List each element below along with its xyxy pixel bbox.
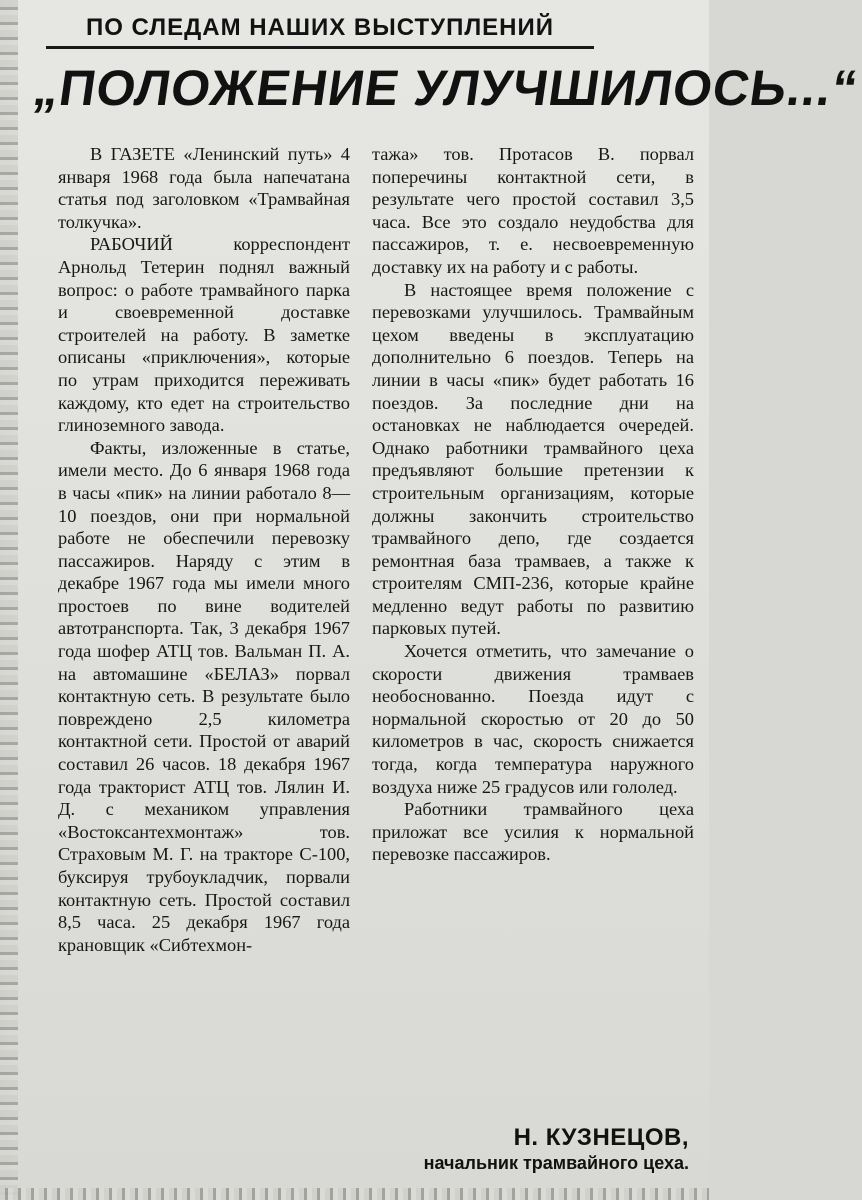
right-paragraph-4: Работники трамвайного цеха приложат все усилия к нормальной перевозке пассажиров.	[372, 799, 694, 865]
left-paragraph-1: В ГАЗЕТЕ «Ленинский путь» 4 января 1968 года была напечатана статья под заголовком «Трамвайная толкучка».	[58, 144, 350, 232]
author-signature	[369, 1124, 689, 1174]
author-role: начальник трамвайного цеха.	[423, 1153, 689, 1173]
right-paragraph-3: Хочется отметить, что замечание о скорости движения трамваев необоснованно. Поезда идут с нормальной скоростью от 20 до 50 километров в час, скорость снижается тогда, когда температура наружного воздуха ниже 25 градусов или гололед.	[372, 641, 694, 797]
article-headline: „ПОЛОЖЕНИЕ УЛУЧШИЛОСЬ...“	[29, 60, 862, 116]
left-paragraph-3: Факты, изложенные в статье, имели место. До 6 января 1968 года в часы «пик» на линии работало 8—10 поездов, они при нормальной работе не обеспечили перевозку пассажиров. Наряду с этим в декабре 1967 года мы имели много простоев по вине водителей автотранспорта. Так, 3 декабря 1967 года шофер АТЦ тов. Вальман П. А. на автомашине «БЕЛАЗ» порвал контактную сеть. В результате было повреждено 2,5 километра контактной сети. Простой от аварий составил 26 часов. 18 декабря 1967 года тракторист АТЦ тов. Лялин И. Д. с механиком управления «Востоксантехмонтаж» тов. Страховым М. Г. на тракторе С-100, буксируя трубоукладчик, порвали контактную сеть. Простой составил 8,5 часа. 25 декабря 1967 года крановщик «Сибтехмон-	[58, 437, 350, 955]
left-paragraph-2: РАБОЧИЙ корреспондент Арнольд Тетерин поднял важный вопрос: о работе трамвайного парка и своевременной доставке строителей на работу. В заметке описаны «приключения», которые по утрам приходится переживать каждому, кто едет на строительство глиноземного завода.	[58, 234, 350, 436]
author-name: Н. КУЗНЕЦОВ,	[513, 1124, 689, 1151]
torn-bottom-edge	[0, 1188, 709, 1200]
article-left-column	[58, 143, 350, 956]
right-paragraph-1: тажа» тов. Протасов В. порвал поперечины контактной сети, в результате чего простой составил 3,5 часа. Все это создало неудобства для пассажиров, т. е. несвоевременную доставку их на работу и с работы.	[372, 144, 694, 277]
rubric-header	[46, 10, 594, 49]
rubric-title: ПО СЛЕДАМ НАШИХ ВЫСТУПЛЕНИЙ	[85, 14, 555, 41]
right-paragraph-2: В настоящее время положение с перевозками улучшилось. Трамвайным цехом введены в эксплуатацию дополнительно 6 поездов. Теперь на линии в часы «пик» будет работать 16 поездов. За последние дни на остановках не наблюдается очередей. Однако работники трамвайного цеха предъявляют большие претензии к строительным организациям, которые должны закончить строительство трамвайного депо, где создается ремонтная база трамваев, а также к строителям СМП-236, которые крайне медленно ведут работы по развитию парковых путей.	[372, 279, 694, 639]
article-right-column	[372, 143, 694, 866]
torn-left-edge	[0, 0, 18, 1200]
